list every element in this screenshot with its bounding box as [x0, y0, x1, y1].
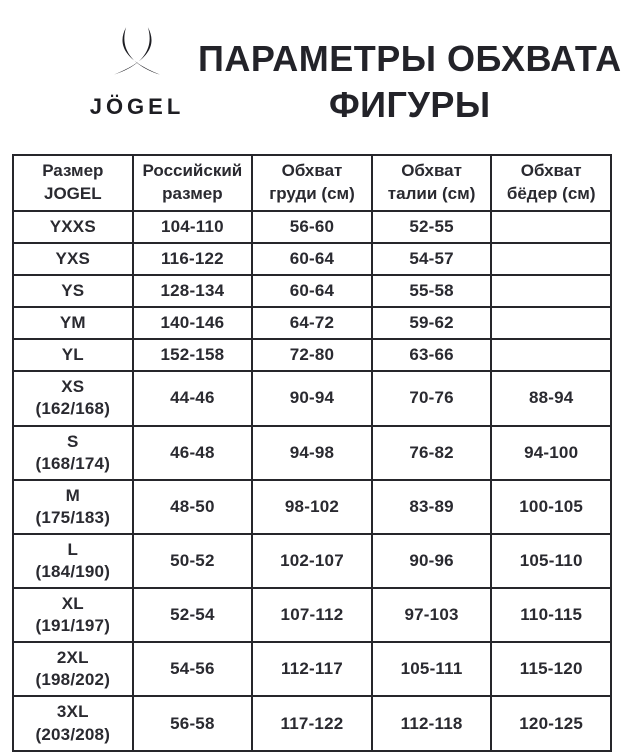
cell-waist: 54-57 — [372, 243, 492, 275]
cell-chest: 56-60 — [252, 211, 372, 243]
cell-jogel-size — [13, 426, 133, 480]
size-height-note: (168/174) — [35, 453, 111, 473]
cell-hips — [491, 307, 611, 339]
cell-hips — [491, 211, 611, 243]
table-row — [13, 339, 611, 371]
size-height-note: (184/190) — [35, 562, 111, 581]
cell-jogel-size — [13, 307, 133, 339]
column-header-russian-size — [133, 155, 253, 211]
header-line: талии (см) — [387, 183, 476, 203]
cell-russian-size: 44-46 — [133, 371, 253, 425]
cell-chest: 72-80 — [252, 339, 372, 371]
table-row — [13, 275, 611, 307]
cell-russian-size: 128-134 — [133, 275, 253, 307]
cell-russian-size: 140-146 — [133, 307, 253, 339]
table-row — [13, 588, 611, 642]
cell-chest: 60-64 — [252, 243, 372, 275]
brand-logo — [76, 26, 198, 118]
cell-russian-size: 152-158 — [133, 339, 253, 371]
table-header — [13, 155, 611, 211]
table-row — [13, 307, 611, 339]
table-row — [13, 211, 611, 243]
cell-russian-size: 116-122 — [133, 243, 253, 275]
cell-waist: 83-89 — [372, 480, 492, 534]
table-body — [13, 211, 611, 751]
cell-hips: 105-110 — [491, 534, 611, 588]
column-header-hips — [491, 155, 611, 211]
cell-russian-size: 52-54 — [133, 588, 253, 642]
header-line: Обхват — [401, 161, 462, 180]
size-height-note: (175/183) — [35, 507, 111, 527]
size-label: YM — [59, 313, 86, 333]
table-row — [13, 696, 611, 750]
cell-hips: 100-105 — [491, 480, 611, 534]
size-height-note: (191/197) — [35, 616, 111, 636]
cell-chest: 94-98 — [252, 426, 372, 480]
cell-waist: 112-118 — [372, 696, 492, 750]
cell-russian-size: 56-58 — [133, 696, 253, 750]
cell-chest: 90-94 — [252, 371, 372, 425]
cell-hips — [491, 275, 611, 307]
size-label: YXS — [55, 248, 91, 268]
size-label: L — [67, 539, 79, 559]
table-row — [13, 534, 611, 588]
cell-chest: 98-102 — [252, 480, 372, 534]
cell-russian-size: 104-110 — [133, 211, 253, 243]
size-label: XL — [61, 594, 84, 614]
cell-waist: 63-66 — [372, 339, 492, 371]
size-label: S — [67, 431, 79, 451]
header-line: Размер — [42, 161, 104, 180]
size-label: YXXS — [49, 216, 96, 236]
cell-chest: 112-117 — [252, 642, 372, 696]
table-row — [13, 371, 611, 425]
cell-hips: 88-94 — [491, 371, 611, 425]
cell-waist: 59-62 — [372, 307, 492, 339]
jogel-logo-icon — [104, 26, 170, 90]
size-chart-table — [12, 154, 612, 752]
page-header — [0, 0, 624, 150]
cell-chest: 64-72 — [252, 307, 372, 339]
cell-jogel-size — [13, 696, 133, 750]
cell-hips: 94-100 — [491, 426, 611, 480]
cell-jogel-size — [13, 642, 133, 696]
cell-chest: 102-107 — [252, 534, 372, 588]
table-row — [13, 426, 611, 480]
header-line: бёдер (см) — [506, 183, 596, 203]
cell-russian-size: 48-50 — [133, 480, 253, 534]
size-height-note: (198/202) — [35, 670, 111, 690]
cell-chest: 60-64 — [252, 275, 372, 307]
column-header-jogel-size — [13, 155, 133, 211]
size-label: XS — [61, 377, 85, 397]
cell-jogel-size — [13, 588, 133, 642]
cell-waist: 55-58 — [372, 275, 492, 307]
size-height-note: (203/208) — [35, 724, 111, 744]
column-header-chest — [252, 155, 372, 211]
cell-waist: 105-111 — [372, 642, 492, 696]
page-title — [198, 26, 624, 128]
cell-chest: 107-112 — [252, 588, 372, 642]
cell-hips: 115-120 — [491, 642, 611, 696]
header-line: Обхват — [281, 161, 343, 180]
cell-hips: 120-125 — [491, 696, 611, 750]
brand-wordmark: JÖGEL — [89, 94, 185, 119]
size-label: 2XL — [56, 648, 89, 668]
cell-jogel-size — [13, 211, 133, 243]
cell-waist: 76-82 — [372, 426, 492, 480]
cell-hips — [491, 339, 611, 371]
cell-jogel-size — [13, 275, 133, 307]
cell-jogel-size — [13, 339, 133, 371]
header-line: Российский — [142, 161, 243, 180]
cell-waist: 52-55 — [372, 211, 492, 243]
table-header-row — [13, 155, 611, 211]
size-height-note: (162/168) — [35, 399, 111, 419]
table-row — [13, 480, 611, 534]
cell-waist: 70-76 — [372, 371, 492, 425]
cell-russian-size: 46-48 — [133, 426, 253, 480]
cell-jogel-size — [13, 243, 133, 275]
table-row — [13, 642, 611, 696]
header-line: JOGEL — [43, 183, 102, 203]
cell-jogel-size — [13, 534, 133, 588]
cell-russian-size: 54-56 — [133, 642, 253, 696]
page-title-line2: ФИГУРЫ — [328, 84, 491, 126]
size-label: 3XL — [56, 702, 89, 722]
size-label: M — [65, 485, 80, 505]
cell-chest: 117-122 — [252, 696, 372, 750]
cell-waist: 97-103 — [372, 588, 492, 642]
column-header-waist — [372, 155, 492, 211]
cell-hips — [491, 243, 611, 275]
table-row — [13, 243, 611, 275]
cell-russian-size: 50-52 — [133, 534, 253, 588]
cell-hips: 110-115 — [491, 588, 611, 642]
size-label: YS — [61, 281, 85, 301]
cell-jogel-size — [13, 371, 133, 425]
header-line: Обхват — [520, 161, 582, 180]
page-title-line1: ПАРАМЕТРЫ ОБХВАТА — [198, 38, 622, 79]
header-line: груди (см) — [269, 183, 355, 203]
cell-jogel-size — [13, 480, 133, 534]
cell-waist: 90-96 — [372, 534, 492, 588]
header-line: размер — [162, 183, 223, 203]
size-label: YL — [61, 345, 84, 365]
